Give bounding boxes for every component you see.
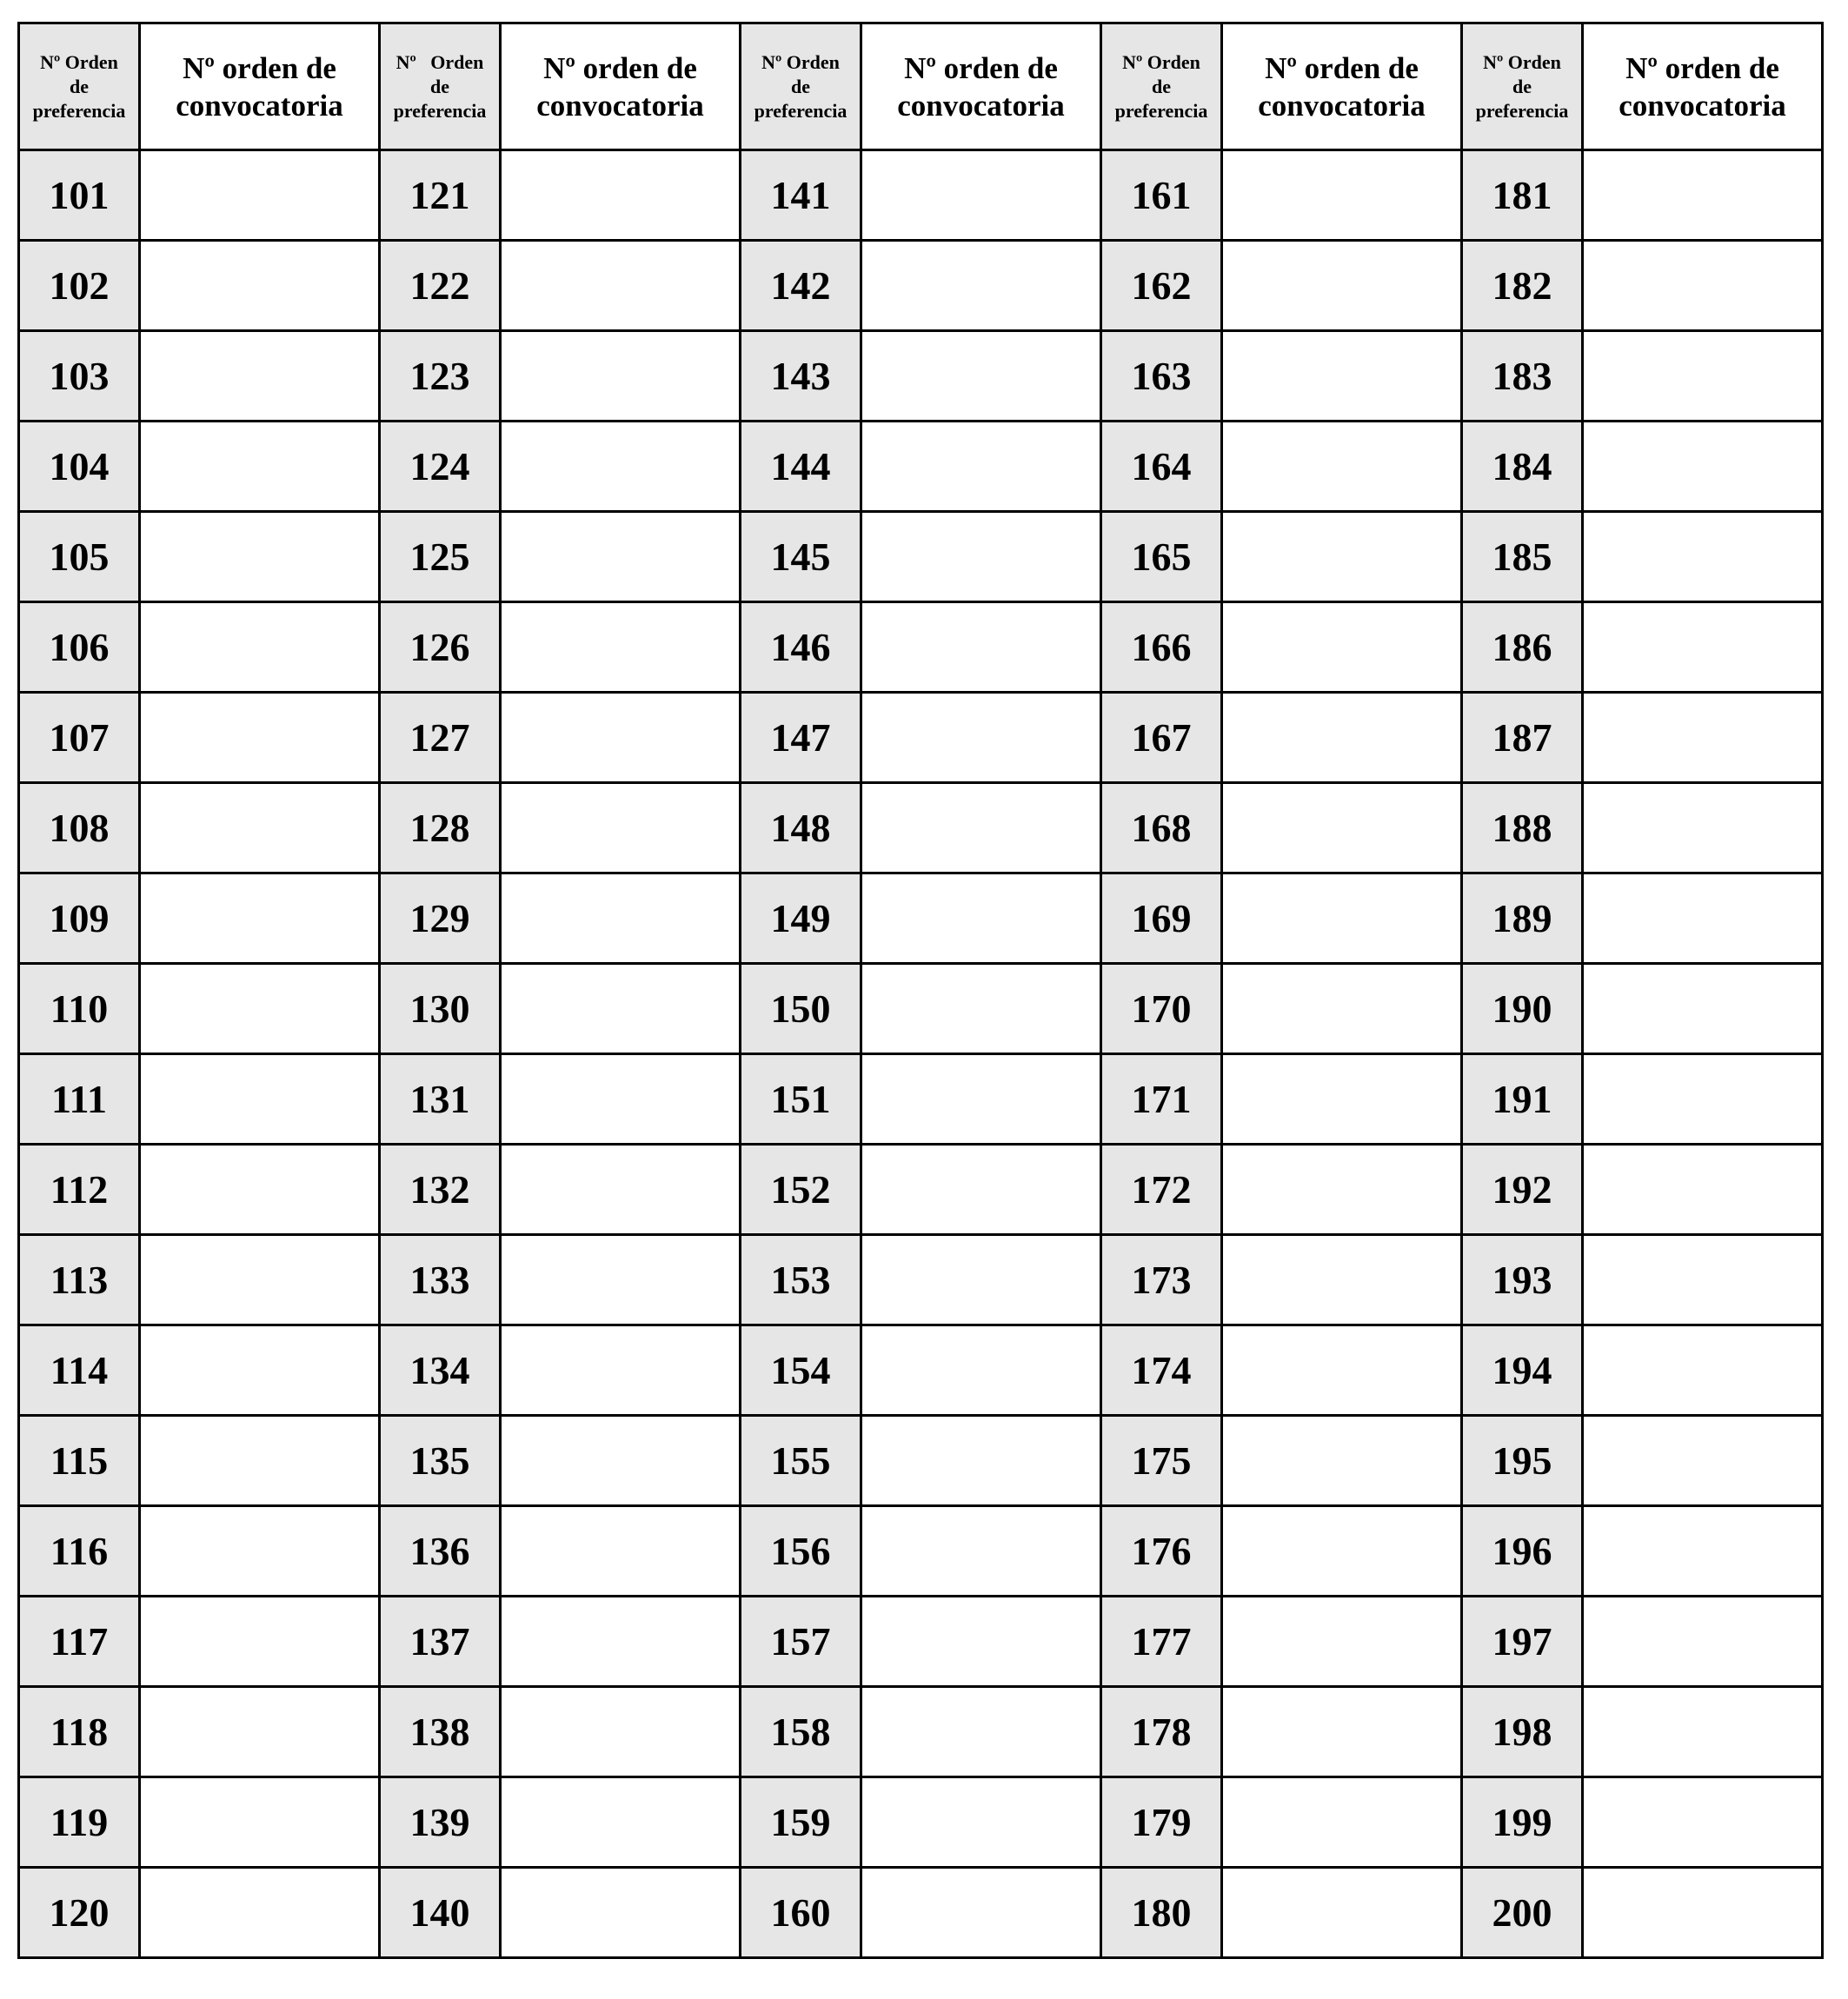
table-row	[19, 783, 1823, 873]
preference-number-cell: 170	[1101, 964, 1222, 1054]
preference-number-cell: 148	[741, 783, 861, 873]
convocation-number-entry-cell[interactable]	[140, 783, 380, 873]
convocation-number-entry-cell[interactable]	[1222, 1416, 1462, 1506]
preference-number-cell: 155	[741, 1416, 861, 1506]
preference-number-cell: 117	[19, 1597, 140, 1687]
preference-number-cell: 188	[1462, 783, 1583, 873]
preference-number-cell: 111	[19, 1054, 140, 1145]
preference-number-cell: 124	[380, 422, 501, 512]
convocation-number-entry-cell[interactable]	[140, 1325, 380, 1416]
header-preference-line: de	[791, 75, 810, 97]
preference-number-cell: 169	[1101, 873, 1222, 964]
header-preference-line: de	[1512, 75, 1532, 97]
convocation-number-entry-cell[interactable]	[1583, 1597, 1823, 1687]
convocation-number-entry-cell[interactable]	[1583, 1777, 1823, 1868]
table-row	[19, 1325, 1823, 1416]
header-preference-order-4	[1101, 23, 1222, 150]
preference-number-cell: 149	[741, 873, 861, 964]
header-convocation-line: convocatoria	[176, 88, 343, 123]
preference-number-cell: 123	[380, 331, 501, 422]
convocation-number-entry-cell[interactable]	[140, 1687, 380, 1777]
convocation-number-entry-cell[interactable]	[1222, 1325, 1462, 1416]
preference-number-cell: 179	[1101, 1777, 1222, 1868]
convocation-number-entry-cell[interactable]	[861, 1054, 1101, 1145]
preference-number-cell: 177	[1101, 1597, 1222, 1687]
header-preference-line: Nº Orden	[1122, 50, 1200, 73]
header-preference-order-1	[19, 23, 140, 150]
preference-number-cell: 167	[1101, 693, 1222, 783]
convocation-number-entry-cell[interactable]	[1583, 783, 1823, 873]
table-row	[19, 241, 1823, 331]
table-row	[19, 1506, 1823, 1597]
convocation-number-entry-cell[interactable]	[1222, 241, 1462, 331]
preference-number-cell: 198	[1462, 1687, 1583, 1777]
preference-number-cell: 175	[1101, 1416, 1222, 1506]
convocation-number-entry-cell[interactable]	[1222, 1506, 1462, 1597]
preference-number-cell: 154	[741, 1325, 861, 1416]
convocation-number-entry-cell[interactable]	[861, 1506, 1101, 1597]
preference-number-cell: 126	[380, 602, 501, 693]
preference-number-cell: 176	[1101, 1506, 1222, 1597]
convocation-number-entry-cell[interactable]	[861, 873, 1101, 964]
convocation-number-entry-cell[interactable]	[1583, 1506, 1823, 1597]
preference-number-cell: 130	[380, 964, 501, 1054]
convocation-number-entry-cell[interactable]	[501, 1325, 741, 1416]
convocation-number-entry-cell[interactable]	[501, 964, 741, 1054]
preference-number-cell: 189	[1462, 873, 1583, 964]
preference-number-cell: 182	[1462, 241, 1583, 331]
preference-number-cell: 118	[19, 1687, 140, 1777]
preference-number-cell: 147	[741, 693, 861, 783]
convocation-number-entry-cell[interactable]	[1222, 1235, 1462, 1325]
preference-number-cell: 139	[380, 1777, 501, 1868]
preference-number-cell: 146	[741, 602, 861, 693]
preference-number-cell: 112	[19, 1145, 140, 1235]
preference-number-cell: 197	[1462, 1597, 1583, 1687]
preference-number-cell: 157	[741, 1597, 861, 1687]
convocation-number-entry-cell[interactable]	[140, 331, 380, 422]
convocation-number-entry-cell[interactable]	[1222, 331, 1462, 422]
convocation-number-entry-cell[interactable]	[1222, 1687, 1462, 1777]
preference-number-cell: 152	[741, 1145, 861, 1235]
table-row	[19, 150, 1823, 241]
table-row	[19, 1235, 1823, 1325]
convocation-number-entry-cell[interactable]	[1583, 1687, 1823, 1777]
preference-number-cell: 186	[1462, 602, 1583, 693]
preference-number-cell: 142	[741, 241, 861, 331]
convocation-number-entry-cell[interactable]	[1583, 1054, 1823, 1145]
preference-number-cell: 143	[741, 331, 861, 422]
convocation-number-entry-cell[interactable]	[1583, 331, 1823, 422]
preference-number-cell: 194	[1462, 1325, 1583, 1416]
table-row	[19, 1687, 1823, 1777]
convocation-number-entry-cell[interactable]	[861, 1777, 1101, 1868]
convocation-number-entry-cell[interactable]	[140, 1054, 380, 1145]
convocation-number-entry-cell[interactable]	[1583, 512, 1823, 602]
table-row	[19, 1054, 1823, 1145]
convocation-number-entry-cell[interactable]	[501, 241, 741, 331]
header-convocation-line: Nº orden de	[183, 50, 336, 85]
convocation-number-entry-cell[interactable]	[501, 1416, 741, 1506]
preference-number-cell: 166	[1101, 602, 1222, 693]
convocation-number-entry-cell[interactable]	[140, 1235, 380, 1325]
convocation-number-entry-cell[interactable]	[140, 1145, 380, 1235]
convocation-number-entry-cell[interactable]	[140, 1597, 380, 1687]
preference-number-cell: 116	[19, 1506, 140, 1597]
table-row	[19, 1145, 1823, 1235]
convocation-number-entry-cell[interactable]	[140, 873, 380, 964]
preference-number-cell: 140	[380, 1868, 501, 1958]
preference-number-cell: 196	[1462, 1506, 1583, 1597]
preference-number-cell: 187	[1462, 693, 1583, 783]
header-convocation-line: Nº orden de	[543, 50, 697, 85]
convocation-number-entry-cell[interactable]	[1583, 1868, 1823, 1958]
convocation-number-entry-cell[interactable]	[861, 331, 1101, 422]
convocation-number-entry-cell[interactable]	[1222, 1777, 1462, 1868]
convocation-number-entry-cell[interactable]	[1222, 783, 1462, 873]
preference-number-cell: 128	[380, 783, 501, 873]
header-convocation-line: convocatoria	[1258, 88, 1426, 123]
preference-number-cell: 178	[1101, 1687, 1222, 1777]
convocation-number-entry-cell[interactable]	[1583, 150, 1823, 241]
preference-number-cell: 150	[741, 964, 861, 1054]
preference-number-cell: 161	[1101, 150, 1222, 241]
preference-number-cell: 109	[19, 873, 140, 964]
header-convocation-line: Nº orden de	[1625, 50, 1779, 85]
preference-number-cell: 164	[1101, 422, 1222, 512]
convocation-number-entry-cell[interactable]	[501, 1506, 741, 1597]
header-convocation-line: convocatoria	[1619, 88, 1786, 123]
header-preference-line: de	[1152, 75, 1171, 97]
header-preference-line: de	[430, 75, 449, 97]
convocation-number-entry-cell[interactable]	[1583, 1145, 1823, 1235]
header-preference-order-3	[741, 23, 861, 150]
convocation-number-entry-cell[interactable]	[1222, 1054, 1462, 1145]
convocation-number-entry-cell[interactable]	[501, 693, 741, 783]
preference-number-cell: 193	[1462, 1235, 1583, 1325]
preference-number-cell: 184	[1462, 422, 1583, 512]
header-convocation-order-2	[501, 23, 741, 150]
preference-number-cell: 162	[1101, 241, 1222, 331]
header-preference-line: preferencia	[754, 99, 848, 122]
convocation-number-entry-cell[interactable]	[861, 1325, 1101, 1416]
convocation-number-entry-cell[interactable]	[140, 964, 380, 1054]
preference-number-cell: 141	[741, 150, 861, 241]
header-convocation-line: convocatoria	[536, 88, 704, 123]
table-row	[19, 873, 1823, 964]
preference-number-cell: 107	[19, 693, 140, 783]
preference-number-cell: 171	[1101, 1054, 1222, 1145]
preference-number-cell: 113	[19, 1235, 140, 1325]
table-row	[19, 1416, 1823, 1506]
preference-number-cell: 200	[1462, 1868, 1583, 1958]
preference-number-cell: 121	[380, 150, 501, 241]
convocation-number-entry-cell[interactable]	[140, 422, 380, 512]
preference-number-cell: 174	[1101, 1325, 1222, 1416]
preference-number-cell: 125	[380, 512, 501, 602]
convocation-number-entry-cell[interactable]	[1583, 602, 1823, 693]
preference-number-cell: 137	[380, 1597, 501, 1687]
convocation-number-entry-cell[interactable]	[1583, 873, 1823, 964]
convocation-number-entry-cell[interactable]	[1583, 964, 1823, 1054]
convocation-number-entry-cell[interactable]	[140, 1868, 380, 1958]
table-body	[19, 150, 1823, 1958]
convocation-number-entry-cell[interactable]	[861, 1687, 1101, 1777]
convocation-number-entry-cell[interactable]	[1222, 873, 1462, 964]
table-row	[19, 693, 1823, 783]
convocation-number-entry-cell[interactable]	[861, 1597, 1101, 1687]
table-row	[19, 1868, 1823, 1958]
preference-number-cell: 144	[741, 422, 861, 512]
convocation-number-entry-cell[interactable]	[1222, 693, 1462, 783]
header-preference-line: Nº Orden	[1483, 50, 1561, 73]
table-row	[19, 422, 1823, 512]
convocation-number-entry-cell[interactable]	[1583, 1325, 1823, 1416]
convocation-number-entry-cell[interactable]	[501, 1145, 741, 1235]
convocation-number-entry-cell[interactable]	[1222, 602, 1462, 693]
preference-number-cell: 195	[1462, 1416, 1583, 1506]
preference-number-cell: 158	[741, 1687, 861, 1777]
preference-number-cell: 127	[380, 693, 501, 783]
header-preference-order-2	[380, 23, 501, 150]
convocation-number-entry-cell[interactable]	[501, 1054, 741, 1145]
preference-number-cell: 156	[741, 1506, 861, 1597]
convocation-number-entry-cell[interactable]	[501, 873, 741, 964]
preference-number-cell: 101	[19, 150, 140, 241]
preference-order-table	[17, 22, 1824, 1959]
preference-number-cell: 108	[19, 783, 140, 873]
header-preference-line: Nº Orden	[396, 50, 484, 73]
preference-number-cell: 115	[19, 1416, 140, 1506]
header-convocation-order-5	[1583, 23, 1823, 150]
preference-number-cell: 134	[380, 1325, 501, 1416]
convocation-number-entry-cell[interactable]	[861, 1235, 1101, 1325]
header-preference-line: Nº Orden	[40, 50, 118, 73]
convocation-number-entry-cell[interactable]	[1222, 150, 1462, 241]
header-preference-line: preferencia	[1475, 99, 1569, 122]
preference-number-cell: 181	[1462, 150, 1583, 241]
preference-number-cell: 138	[380, 1687, 501, 1777]
convocation-number-entry-cell[interactable]	[861, 964, 1101, 1054]
convocation-number-entry-cell[interactable]	[501, 602, 741, 693]
header-preference-line: preferencia	[393, 99, 487, 122]
header-convocation-line: Nº orden de	[904, 50, 1058, 85]
header-preference-line: preferencia	[1114, 99, 1208, 122]
convocation-number-entry-cell[interactable]	[501, 150, 741, 241]
preference-number-cell: 165	[1101, 512, 1222, 602]
header-convocation-order-1	[140, 23, 380, 150]
convocation-number-entry-cell[interactable]	[1222, 1145, 1462, 1235]
header-convocation-order-3	[861, 23, 1101, 150]
preference-number-cell: 199	[1462, 1777, 1583, 1868]
convocation-number-entry-cell[interactable]	[501, 1777, 741, 1868]
preference-number-cell: 110	[19, 964, 140, 1054]
convocation-number-entry-cell[interactable]	[140, 1777, 380, 1868]
header-preference-line: de	[70, 75, 89, 97]
convocation-number-entry-cell[interactable]	[140, 1506, 380, 1597]
header-convocation-order-4	[1222, 23, 1462, 150]
preference-number-cell: 133	[380, 1235, 501, 1325]
convocation-number-entry-cell[interactable]	[1222, 1868, 1462, 1958]
convocation-number-entry-cell[interactable]	[1583, 241, 1823, 331]
preference-number-cell: 168	[1101, 783, 1222, 873]
convocation-number-entry-cell[interactable]	[1583, 693, 1823, 783]
convocation-number-entry-cell[interactable]	[501, 422, 741, 512]
convocation-number-entry-cell[interactable]	[140, 512, 380, 602]
table-row	[19, 1777, 1823, 1868]
preference-number-cell: 105	[19, 512, 140, 602]
convocation-number-entry-cell[interactable]	[1222, 964, 1462, 1054]
convocation-number-entry-cell[interactable]	[1583, 1416, 1823, 1506]
table-row	[19, 1597, 1823, 1687]
preference-number-cell: 183	[1462, 331, 1583, 422]
convocation-number-entry-cell[interactable]	[861, 422, 1101, 512]
convocation-number-entry-cell[interactable]	[861, 693, 1101, 783]
convocation-number-entry-cell[interactable]	[861, 241, 1101, 331]
table-row	[19, 964, 1823, 1054]
header-convocation-line: convocatoria	[897, 88, 1065, 123]
preference-number-cell: 163	[1101, 331, 1222, 422]
preference-number-cell: 102	[19, 241, 140, 331]
convocation-number-entry-cell[interactable]	[861, 150, 1101, 241]
table-row	[19, 602, 1823, 693]
header-convocation-line: Nº orden de	[1265, 50, 1419, 85]
convocation-number-entry-cell[interactable]	[501, 1597, 741, 1687]
preference-number-cell: 104	[19, 422, 140, 512]
header-preference-line: Nº Orden	[761, 50, 840, 73]
preference-number-cell: 151	[741, 1054, 861, 1145]
preference-number-cell: 190	[1462, 964, 1583, 1054]
table-row	[19, 331, 1823, 422]
preference-number-cell: 185	[1462, 512, 1583, 602]
preference-number-cell: 131	[380, 1054, 501, 1145]
convocation-number-entry-cell[interactable]	[140, 602, 380, 693]
convocation-number-entry-cell[interactable]	[140, 693, 380, 783]
preference-number-cell: 159	[741, 1777, 861, 1868]
preference-number-cell: 106	[19, 602, 140, 693]
preference-number-cell: 172	[1101, 1145, 1222, 1235]
convocation-number-entry-cell[interactable]	[1222, 1597, 1462, 1687]
convocation-number-entry-cell[interactable]	[861, 512, 1101, 602]
preference-number-cell: 114	[19, 1325, 140, 1416]
convocation-number-entry-cell[interactable]	[1583, 422, 1823, 512]
preference-number-cell: 192	[1462, 1145, 1583, 1235]
table-header-row	[19, 23, 1823, 150]
preference-number-cell: 135	[380, 1416, 501, 1506]
convocation-number-entry-cell[interactable]	[1222, 422, 1462, 512]
preference-number-cell: 145	[741, 512, 861, 602]
preference-number-cell: 132	[380, 1145, 501, 1235]
preference-number-cell: 122	[380, 241, 501, 331]
convocation-number-entry-cell[interactable]	[140, 150, 380, 241]
convocation-number-entry-cell[interactable]	[501, 1687, 741, 1777]
preference-number-cell: 136	[380, 1506, 501, 1597]
convocation-number-entry-cell[interactable]	[861, 783, 1101, 873]
convocation-number-entry-cell[interactable]	[501, 512, 741, 602]
preference-number-cell: 120	[19, 1868, 140, 1958]
preference-number-cell: 103	[19, 331, 140, 422]
convocation-number-entry-cell[interactable]	[501, 1235, 741, 1325]
convocation-number-entry-cell[interactable]	[501, 1868, 741, 1958]
header-preference-order-5	[1462, 23, 1583, 150]
preference-number-cell: 119	[19, 1777, 140, 1868]
header-preference-line: preferencia	[32, 99, 126, 122]
preference-number-cell: 191	[1462, 1054, 1583, 1145]
convocation-number-entry-cell[interactable]	[1222, 512, 1462, 602]
convocation-number-entry-cell[interactable]	[1583, 1235, 1823, 1325]
preference-number-cell: 129	[380, 873, 501, 964]
convocation-number-entry-cell[interactable]	[861, 1416, 1101, 1506]
convocation-number-entry-cell[interactable]	[501, 783, 741, 873]
preference-number-cell: 153	[741, 1235, 861, 1325]
convocation-number-entry-cell[interactable]	[861, 602, 1101, 693]
preference-number-cell: 180	[1101, 1868, 1222, 1958]
preference-number-cell: 160	[741, 1868, 861, 1958]
convocation-number-entry-cell[interactable]	[140, 241, 380, 331]
convocation-number-entry-cell[interactable]	[861, 1145, 1101, 1235]
convocation-number-entry-cell[interactable]	[501, 331, 741, 422]
table-row	[19, 512, 1823, 602]
convocation-number-entry-cell[interactable]	[861, 1868, 1101, 1958]
preference-number-cell: 173	[1101, 1235, 1222, 1325]
convocation-number-entry-cell[interactable]	[140, 1416, 380, 1506]
